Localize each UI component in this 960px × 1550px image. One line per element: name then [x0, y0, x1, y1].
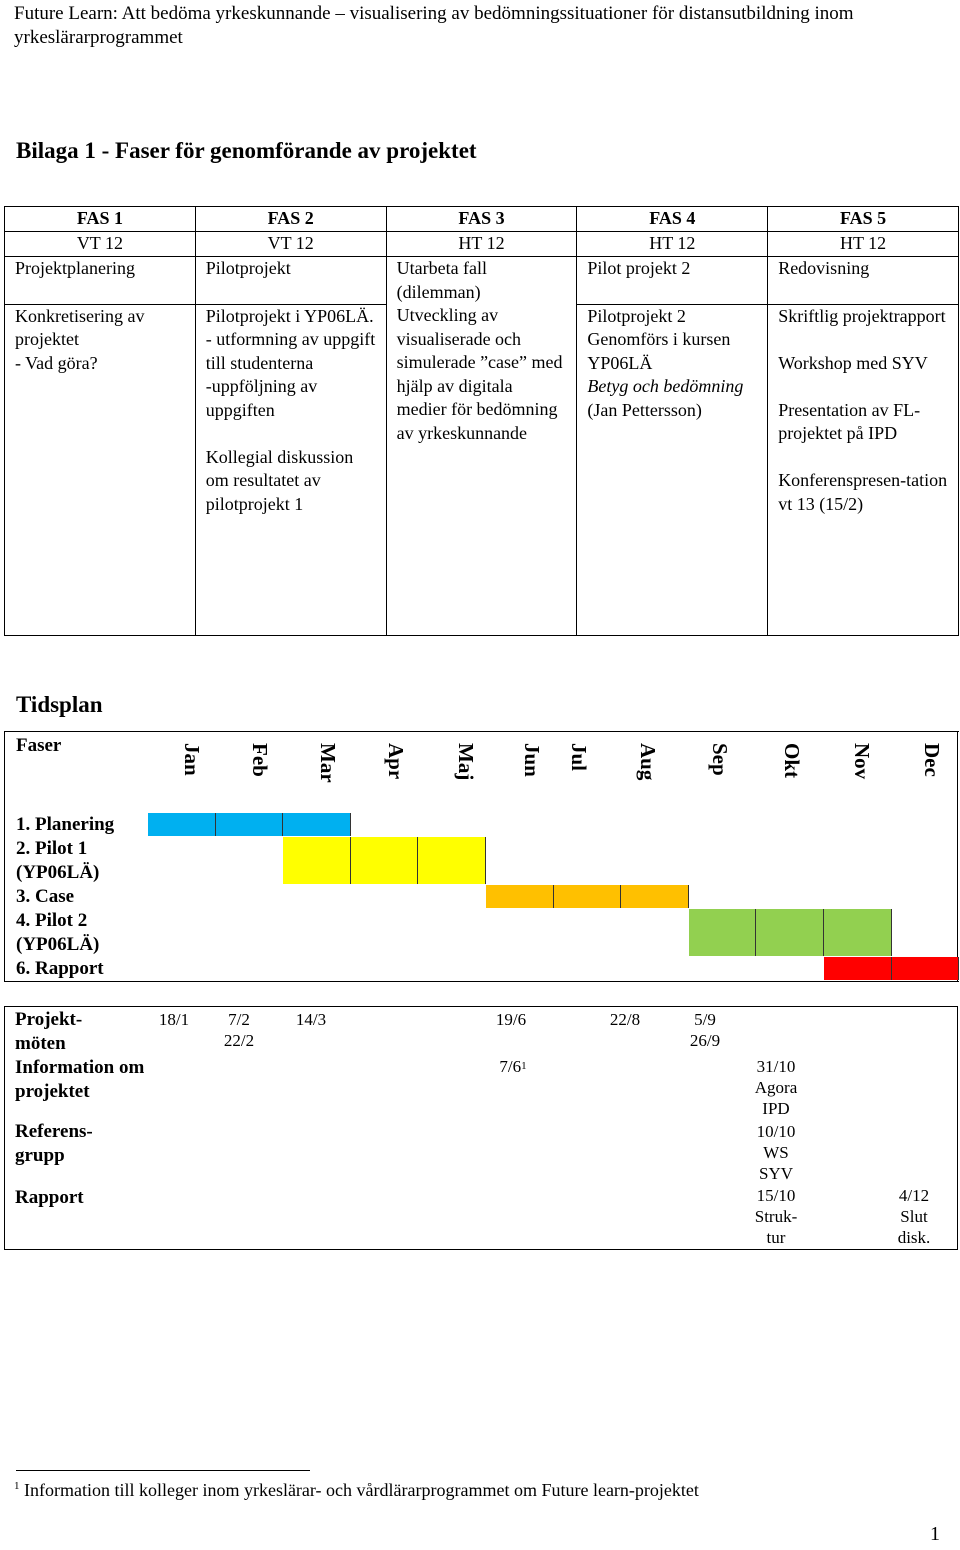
- phase-description: [5, 304, 196, 635]
- gantt-bar: [418, 837, 486, 884]
- page-number: 1: [930, 1523, 940, 1545]
- gantt-bar: [824, 957, 892, 980]
- information-date: $7/6^1$: [499, 1057, 527, 1076]
- desc-line: -uppföljning av uppgiften: [205, 376, 318, 420]
- month-label: Nov: [850, 743, 874, 780]
- gantt-bar: [283, 837, 351, 884]
- month-label: Feb: [248, 743, 272, 777]
- gantt-bar: [283, 813, 351, 836]
- phase-description: [386, 304, 577, 635]
- desc-gap: [206, 422, 376, 446]
- desc-line: - utformning av uppgift till studenterna: [205, 329, 376, 373]
- desc-line: - Vad göra?: [15, 352, 98, 373]
- footnote: [14, 1480, 699, 1501]
- phase-name: Projektplanering: [5, 257, 196, 305]
- phase-header: FAS 2: [195, 207, 386, 232]
- gantt-phase-label: 3. Case: [16, 886, 75, 907]
- gantt-chart: [4, 731, 959, 981]
- rapport-text: Slut: [900, 1207, 928, 1226]
- phase-description: [195, 304, 386, 635]
- rapport-text: disk.: [897, 1228, 931, 1247]
- phase-header: FAS 5: [768, 207, 959, 232]
- appendix-title: Bilaga 1 - Faser för genomförande av projektet: [16, 138, 477, 163]
- meeting-date: 26/9: [689, 1031, 721, 1050]
- gantt-bar: [486, 885, 554, 908]
- gantt-bar: [756, 909, 824, 956]
- month-label: Dec: [920, 743, 944, 777]
- month-label: Mar: [316, 743, 340, 783]
- gantt-phase-label: 1. Planering: [16, 814, 115, 835]
- phase-term: HT 12: [768, 232, 959, 257]
- gantt-bar: [554, 885, 622, 908]
- gantt-bar: [621, 885, 689, 908]
- rapport-date: 15/10: [756, 1186, 796, 1205]
- footnote-rule: [16, 1470, 310, 1471]
- month-label: Okt: [780, 743, 804, 779]
- referens-date: 10/10: [756, 1122, 796, 1141]
- meetings-table: [4, 1006, 959, 1250]
- desc-gap: [778, 375, 948, 399]
- phase-header: FAS 3: [386, 207, 577, 232]
- schedule-title: Tidsplan: [16, 692, 103, 717]
- meeting-date: 22/2: [223, 1031, 255, 1050]
- gantt-phase-label: 6. Rapport: [16, 958, 104, 979]
- meeting-date: 18/1: [158, 1010, 190, 1029]
- month-label: Jan: [180, 743, 204, 776]
- information-label: Information om projektet: [15, 1057, 145, 1102]
- desc-gap: [778, 446, 948, 470]
- month-label: Apr: [384, 743, 408, 780]
- meeting-date: 22/8: [609, 1010, 641, 1029]
- gantt-phase-label: 2. Pilot 1 (YP06LÄ): [16, 838, 100, 883]
- month-label: Sep: [708, 743, 732, 776]
- desc-line: Konkretisering av projektet: [15, 305, 145, 349]
- meeting-date: 7/2: [228, 1010, 250, 1029]
- gantt-bar: [351, 837, 419, 884]
- gantt-bar: [148, 813, 216, 836]
- month-label: Jul: [567, 743, 591, 772]
- information-place: Agora: [754, 1078, 798, 1097]
- gantt-bar: [892, 957, 960, 980]
- gantt-phase-label: 4. Pilot 2 (YP06LÄ): [16, 910, 100, 955]
- desc-line: Skriftlig projektrapport: [778, 305, 946, 326]
- referens-label: Referens-grupp: [15, 1121, 93, 1166]
- phase-name: Pilot projekt 2: [577, 257, 768, 305]
- phases-table: [4, 206, 959, 636]
- meeting-date: 14/3: [295, 1010, 327, 1029]
- desc-line: Utveckling av visualiserade och simulerade ”case” med hjälp av digitala medier för bedömning av yrkeskunnande: [396, 305, 563, 443]
- desc-line-italic: Betyg och bedömning: [587, 376, 744, 396]
- gantt-bar: [216, 813, 284, 836]
- desc-gap: [778, 328, 948, 352]
- meeting-date: 19/6: [495, 1010, 527, 1029]
- desc-line: Konferenspresen-tation vt 13 (15/2): [778, 470, 948, 514]
- phase-term: HT 12: [577, 232, 768, 257]
- rapport-label: Rapport: [15, 1187, 84, 1208]
- gantt-bar: [689, 909, 757, 956]
- information-date: 31/10: [756, 1057, 796, 1076]
- phase-header: FAS 1: [5, 207, 196, 232]
- rapport-text: tur: [766, 1228, 786, 1247]
- projektmoten-label: Projekt-möten: [15, 1009, 83, 1054]
- desc-line: Workshop med SYV: [778, 352, 928, 373]
- gantt-bar: [824, 909, 892, 956]
- phase-description: [577, 304, 768, 635]
- month-label: Maj: [454, 743, 478, 781]
- document-header: Future Learn: Att bedöma yrkeskunnande – visualisering av bedömningssituationer för distansutbildning inom yrkeslärarprogrammet: [14, 3, 854, 48]
- faser-label: Faser: [16, 735, 62, 756]
- phase-term: VT 12: [195, 232, 386, 257]
- referens-text: SYV: [758, 1164, 793, 1183]
- footnote-text: Information till kolleger inom yrkeslärar- och vårdlärarprogrammet om Future learn-projektet: [24, 1480, 699, 1500]
- month-label: Aug: [636, 743, 660, 781]
- footnote-ref: 1: [521, 1060, 527, 1072]
- phase-header: FAS 4: [577, 207, 768, 232]
- information-place: IPD: [762, 1099, 790, 1118]
- rapport-text: Struk-: [754, 1207, 798, 1226]
- meeting-date: 5/9: [694, 1010, 716, 1029]
- referens-text: WS: [763, 1143, 789, 1162]
- phase-name: Redovisning: [768, 257, 959, 305]
- rapport-date: 4/12: [898, 1186, 930, 1205]
- phase-name: Pilotprojekt: [195, 257, 386, 305]
- month-label: Jun: [520, 743, 544, 777]
- phase-name: Utarbeta fall (dilemman): [386, 257, 577, 305]
- phase-description: [768, 304, 959, 635]
- desc-line: Presentation av FL-projektet på IPD: [778, 399, 921, 443]
- footnote-number: 1: [14, 1480, 20, 1492]
- desc-line: Pilotprojekt i YP06LÄ.: [205, 305, 374, 326]
- phase-term: HT 12: [386, 232, 577, 257]
- desc-line: (Jan Pettersson): [587, 399, 702, 420]
- desc-line: Kollegial diskussion om resultatet av pilotprojekt 1: [205, 446, 354, 514]
- phase-term: VT 12: [5, 232, 196, 257]
- desc-line: Pilotprojekt 2 Genomförs i kursen YP06LÄ: [587, 305, 731, 373]
